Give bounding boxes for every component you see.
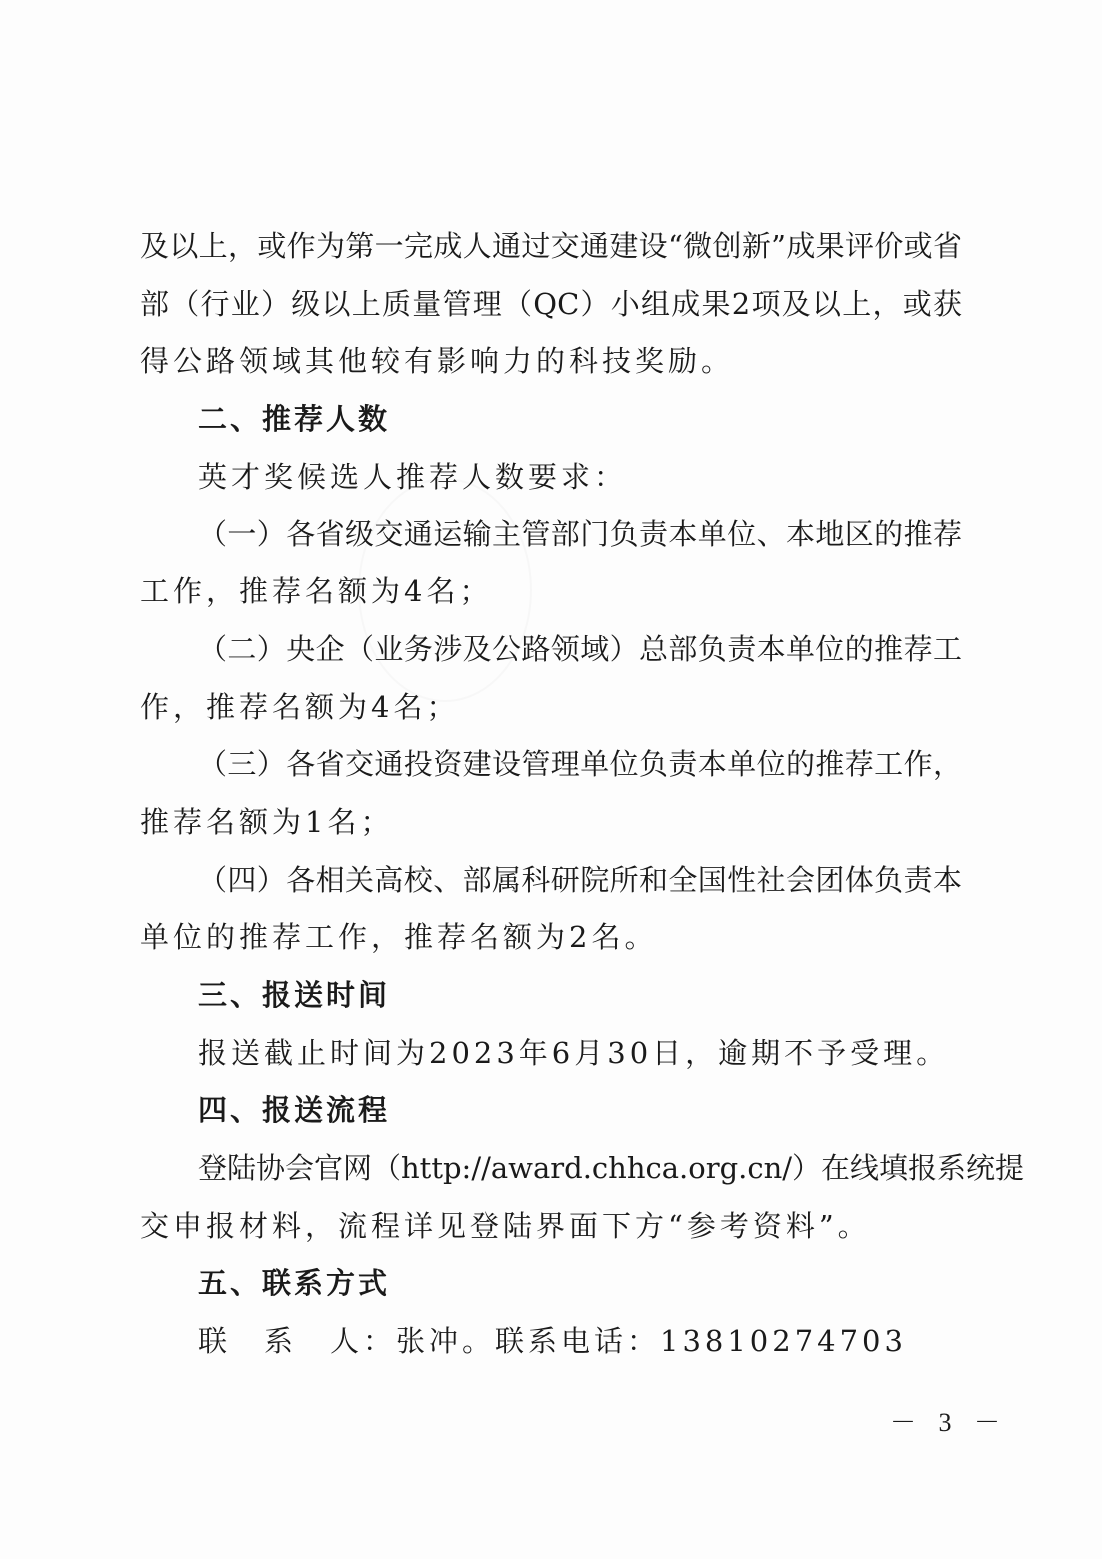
- paragraph-line: 英才奖候选人推荐人数要求：: [198, 460, 628, 494]
- section-heading: 五、联系方式: [198, 1266, 391, 1300]
- section-heading: 四、报送流程: [198, 1093, 391, 1127]
- paragraph-line: （一）各省级交通运输主管部门负责本单位、本地区的推荐: [198, 517, 962, 551]
- paragraph-line: （三）各省交通投资建设管理单位负责本单位的推荐工作，: [198, 747, 962, 781]
- paragraph-line: （四）各相关高校、部属科研院所和全国性社会团体负责本: [198, 863, 962, 897]
- paragraph-line: 交申报材料，流程详见登陆界面下方“参考资料”。: [140, 1209, 871, 1243]
- page-number: － 3 －: [890, 1408, 1009, 1437]
- text-line: 部（行业）级以上质量管理（QC）小组成果2项及以上，或获: [140, 287, 962, 321]
- section-heading: 二、推荐人数: [198, 402, 391, 436]
- text-line: 及以上，或作为第一完成人通过交通建设“微创新”成果评价或省: [140, 229, 962, 263]
- section-heading: 三、报送时间: [198, 978, 391, 1012]
- paragraph-line: 作，推荐名额为4名；: [140, 690, 460, 724]
- paragraph-line: （二）央企（业务涉及公路领域）总部负责本单位的推荐工: [198, 632, 962, 666]
- text-line: 得公路领域其他较有影响力的科技奖励。: [140, 344, 735, 378]
- paragraph-line: 推荐名额为1名；: [140, 805, 394, 839]
- paragraph-line: 登陆协会官网（http://award.chhca.org.cn/）在线填报系统提: [198, 1151, 1025, 1185]
- paragraph-line: 单位的推荐工作，推荐名额为2名。: [140, 920, 658, 954]
- paragraph-line: 报送截止时间为2023年6月30日，逾期不予受理。: [198, 1036, 950, 1070]
- paragraph-line: 工作，推荐名额为4名；: [140, 574, 493, 608]
- contact-line: 联 系 人：张冲。联系电话：13810274703: [198, 1324, 907, 1358]
